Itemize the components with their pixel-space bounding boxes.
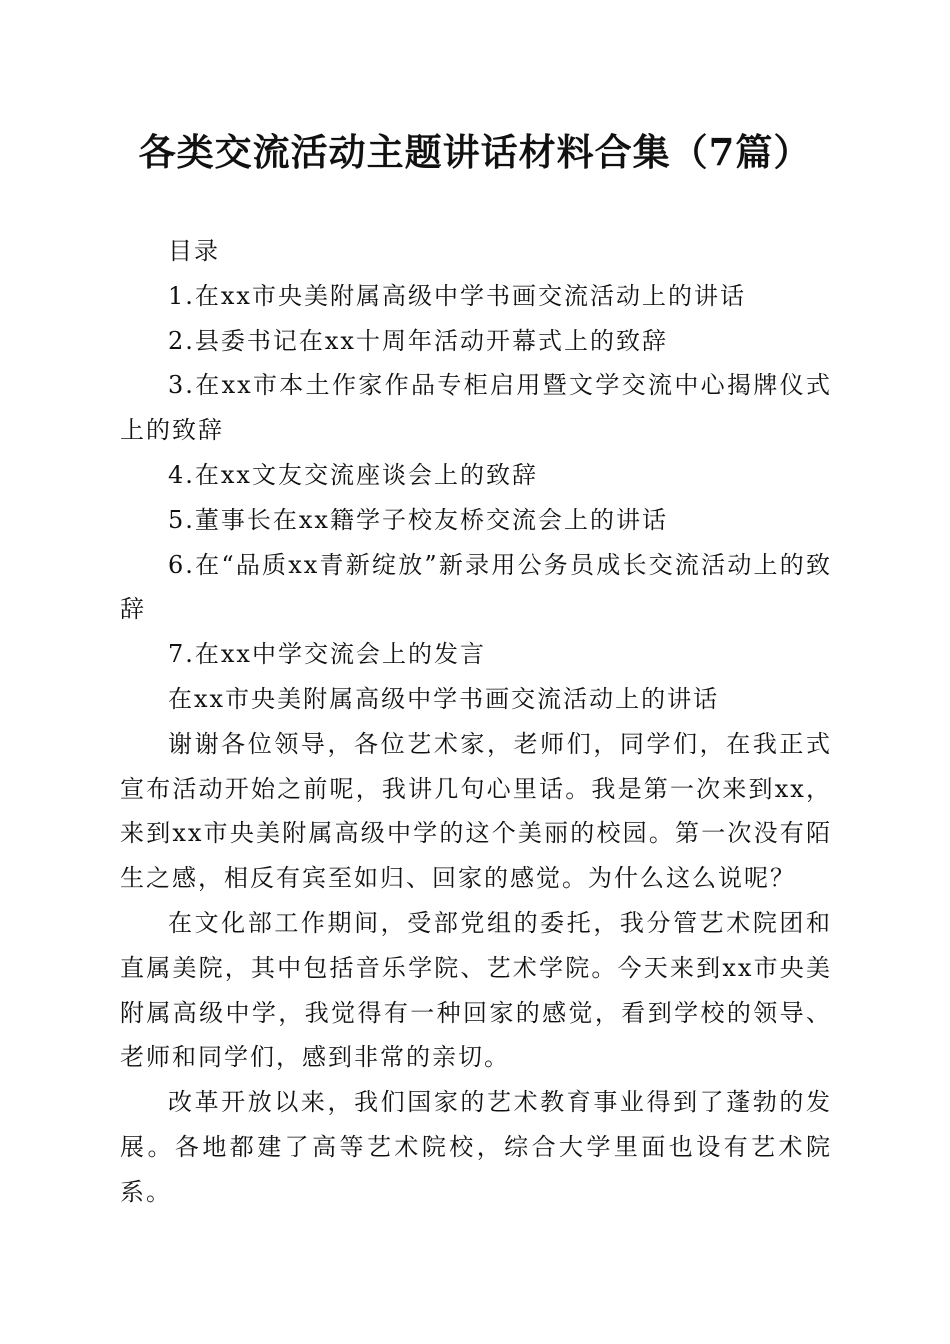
toc-item-2: 2.县委书记在xx十周年活动开幕式上的致辞 — [168, 326, 668, 355]
toc-item-7: 7.在xx中学交流会上的发言 — [168, 640, 486, 669]
toc-heading: 目录 — [168, 237, 220, 265]
toc-item-6: 6.在“品质xx青新绽放”新录用公务员成长交流活动上的致辞 — [120, 550, 832, 624]
toc-item-5: 5.董事长在xx籍学子校友桥交流会上的讲话 — [168, 505, 668, 534]
document-body — [120, 229, 832, 1215]
section-title: 在xx市央美附属高级中学书画交流活动上的讲话 — [168, 684, 720, 713]
toc-item-4: 4.在xx文友交流座谈会上的致辞 — [168, 460, 538, 489]
body-paragraph-2: 在文化部工作期间，受部党组的委托，我分管艺术院团和直属美院，其中包括音乐学院、艺术学院。今天来到xx市央美附属高级中学，我觉得有一种回家的感觉，看到学校的领导、老师和同学们，感到非常的亲切。 — [120, 908, 832, 1072]
body-paragraph-1: 谢谢各位领导，各位艺术家，老师们，同学们，在我正式宣布活动开始之前呢，我讲几句心里话。我是第一次来到xx，来到xx市央美附属高级中学的这个美丽的校园。第一次没有陌生之感，相反有宾至如归、回家的感觉。为什么这么说呢？ — [120, 729, 832, 893]
toc-item-3: 3.在xx市本土作家作品专柜启用暨文学交流中心揭牌仪式上的致辞 — [120, 371, 832, 445]
toc-item-1: 1.在xx市央美附属高级中学书画交流活动上的讲话 — [168, 281, 746, 310]
body-paragraph-3: 改革开放以来，我们国家的艺术教育事业得到了蓬勃的发展。各地都建了高等艺术院校，综合大学里面也设有艺术院系。 — [120, 1088, 832, 1206]
document-title: 各类交流活动主题讲话材料合集（7篇） — [138, 130, 812, 174]
